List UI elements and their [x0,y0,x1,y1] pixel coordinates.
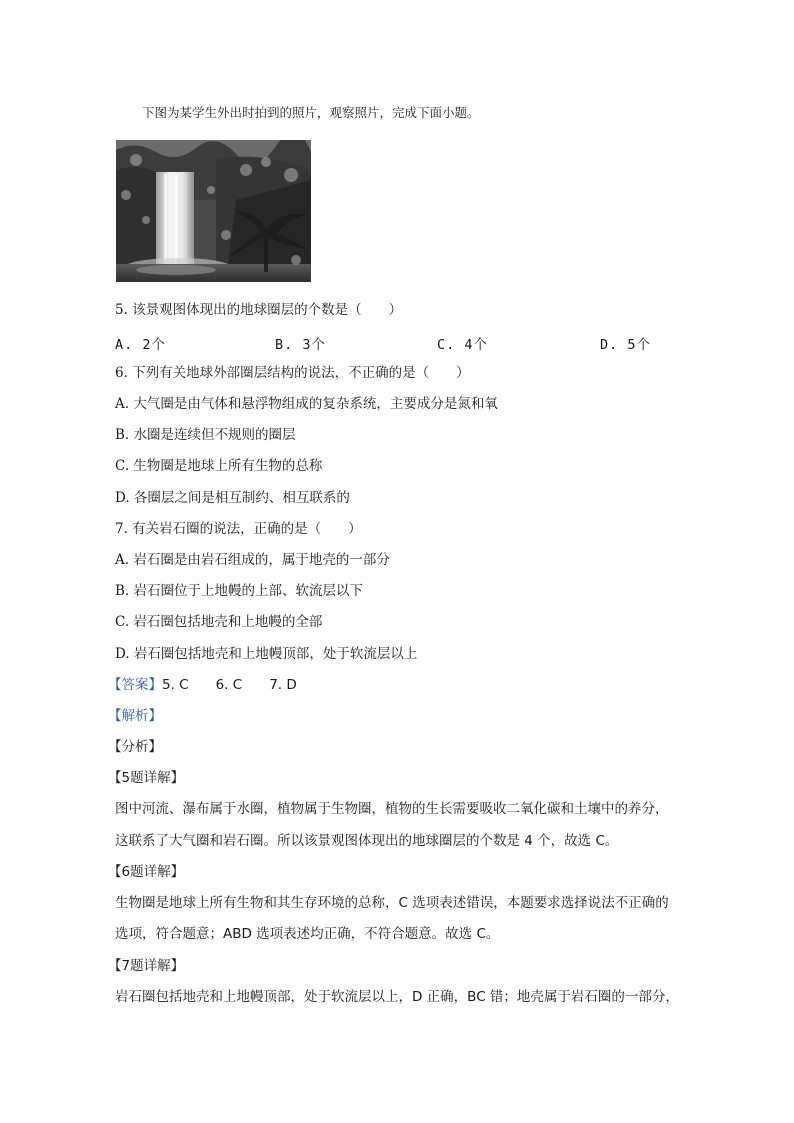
fenxi-label: 【分析】 [108,739,162,755]
detail-6-line-1: 生物圈是地球上所有生物和其生存环境的总称，C 选项表述错误，本题要求选择说法不正确的 [115,895,669,911]
detail-5-line-1: 图中河流、瀑布属于水圈，植物属于生物圈，植物的生长需要吸收二氧化碳和土壤中的养分， [115,801,669,817]
question-7-option-c: C. 岩石圈包括地壳和上地幔的全部 [115,614,323,630]
question-6-option-d: D. 各圈层之间是相互制约、相互联系的 [115,490,350,506]
question-5-stem: 5. 该景观图体现出的地球圈层的个数是（ ） [115,302,403,318]
detail-7-line-1: 岩石圈包括地壳和上地幔顶部，处于软流层以上，D 正确，BC 错；地壳属于岩石圈的一部分， [115,989,679,1005]
detail-5-line-2: 这联系了大气圈和岩石圈。所以该景观图体现出的地球圈层的个数是 4 个，故选 C。 [115,833,619,849]
analysis-label: 【解析】 [108,708,162,724]
answer-text: 5. C 6. C 7. D [162,677,297,693]
question-6-stem: 6. 下列有关地球外部圈层结构的说法，不正确的是（ ） [115,365,470,381]
question-7-option-a: A. 岩石圈是由岩石组成的，属于地壳的一部分 [115,552,390,568]
question-7-stem: 7. 有关岩石圈的说法，正确的是（ ） [115,521,362,537]
answer-label: 【答案】 [108,677,162,693]
detail-5-label: 【5题详解】 [108,770,185,786]
detail-7-label: 【7题详解】 [108,958,185,974]
question-7-option-d: D. 岩石圈包括地壳和上地幔顶部，处于软流层以上 [115,646,418,662]
option-a: A. 2个 [115,337,167,353]
intro-text: 下图为某学生外出时拍到的照片，观察照片，完成下面小题。 [142,105,480,120]
question-5-options [115,333,675,351]
question-6-option-c: C. 生物圈是地球上所有生物的总称 [115,458,323,474]
option-d: D. 5个 [600,337,652,353]
waterfall-photo-icon [116,140,311,282]
question-7-option-b: B. 岩石圈位于上地幔的上部、软流层以下 [115,583,364,599]
option-b: B. 3个 [275,337,327,353]
answer-line [108,676,297,694]
detail-6-line-2: 选项，符合题意；ABD 选项表述均正确，不符合题意。故选 C。 [115,926,500,942]
detail-6-label: 【6题详解】 [108,864,185,880]
option-c: C. 4个 [437,337,489,353]
question-6-option-a: A. 大气圈是由气体和悬浮物组成的复杂系统，主要成分是氮和氧 [115,396,498,412]
question-6-option-b: B. 水圈是连续但不规则的圈层 [115,427,296,443]
